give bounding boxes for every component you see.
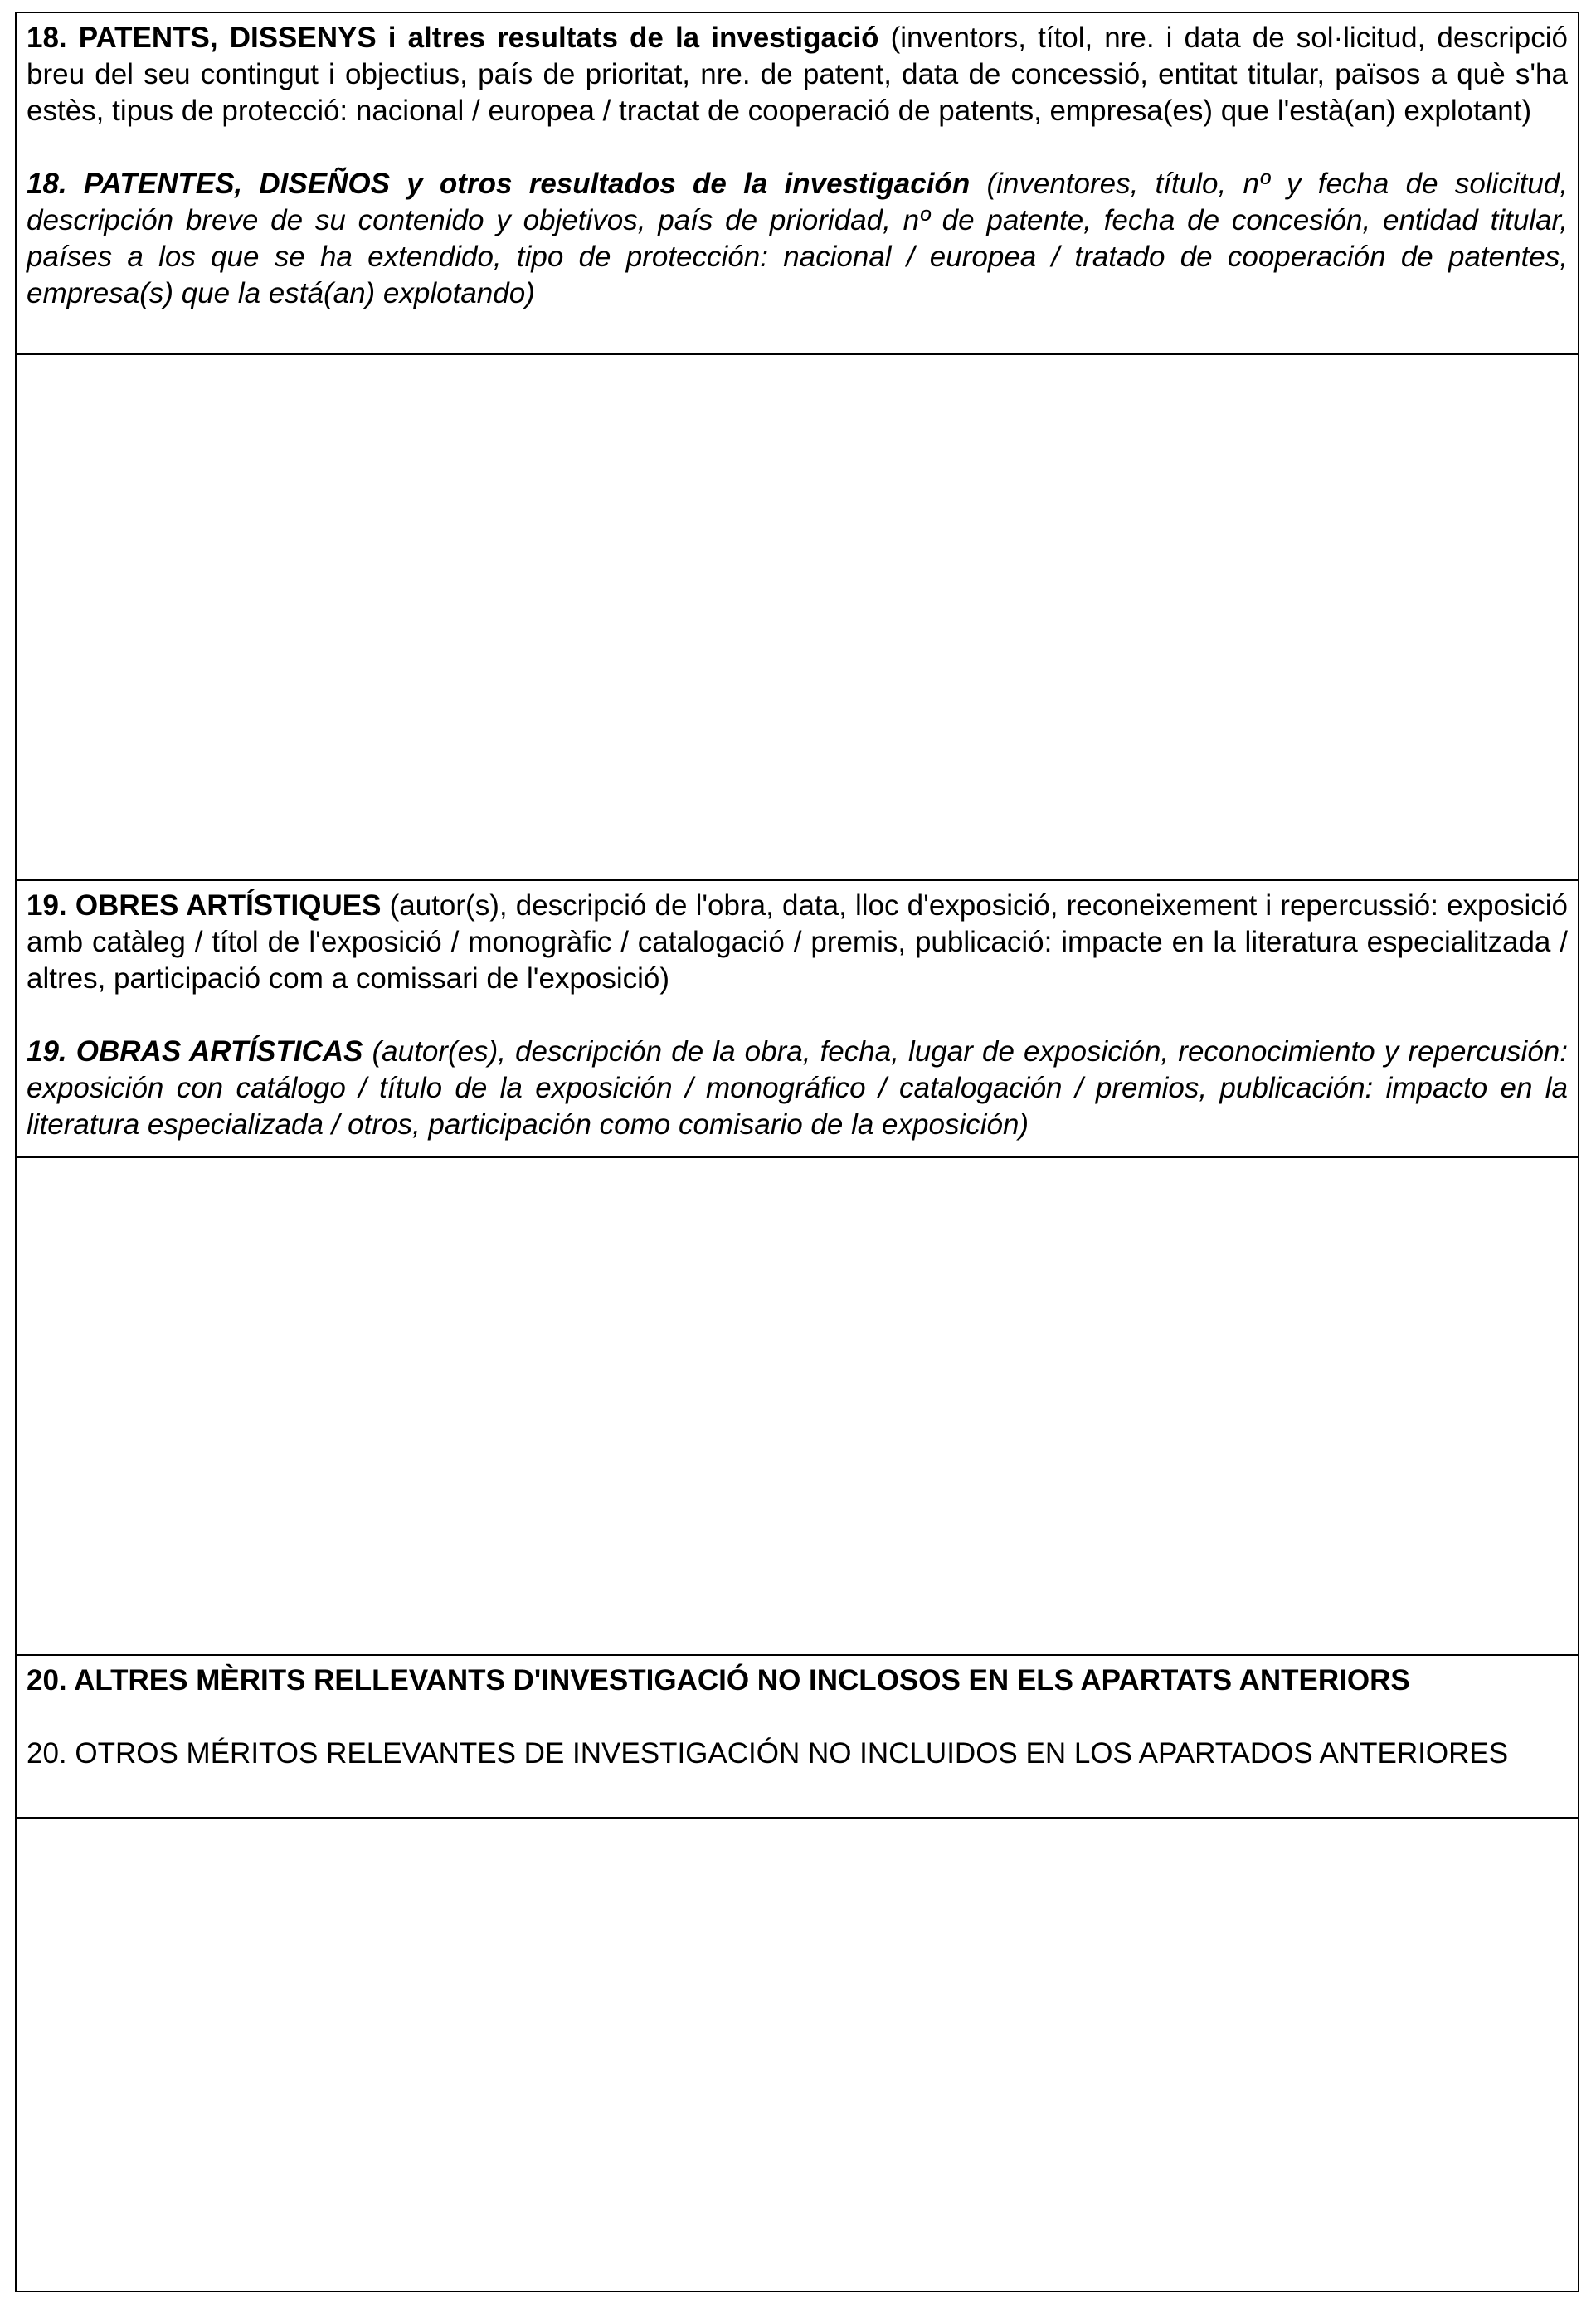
section-20-catalan	[27, 1663, 1568, 1699]
section-20-spanish-title: 20. OTROS MÉRITOS RELEVANTES DE INVESTIGACIÓN NO INCLUIDOS EN LOS APARTADOS ANTERIORES	[27, 1737, 1509, 1770]
section-18-spanish	[27, 166, 1568, 312]
section-20-spanish	[27, 1736, 1568, 1772]
section-19-spanish	[27, 1034, 1568, 1143]
section-20-catalan-title: 20. ALTRES MÈRITS RELLEVANTS D'INVESTIGACIÓ NO INCLOSOS EN ELS APARTATS ANTERIORS	[27, 1664, 1410, 1697]
cv-form-table	[15, 12, 1579, 2292]
section-18-header	[17, 13, 1578, 355]
section-20-header	[17, 1656, 1578, 1819]
section-19-spanish-title: 19. OBRAS ARTÍSTICAS	[27, 1035, 363, 1068]
section-18-response-field[interactable]	[17, 355, 1578, 881]
section-18-spanish-description: (inventores, título, nº y fecha de solicitud, descripción breve de su contenido y objetivos, país de prioridad, nº de patente, fecha de concesión, entidad titular, países a los que se ha extendido, tipo de protección: nacional / europea / tratado de cooperación de patentes, empresa(s) que la está(an) explotando)	[27, 168, 1568, 309]
section-19-header	[17, 881, 1578, 1158]
section-19-response-field[interactable]	[17, 1158, 1578, 1656]
section-18-catalan-description: (inventors, títol, nre. i data de sol·licitud, descripció breu del seu contingut i objectius, país de prioritat, nre. de patent, data de concessió, entitat titular, països a què s'ha estès, tipus de protecció: nacional / europea / tractat de cooperació de patents, empresa(es) que l'està(an) explotant)	[27, 22, 1568, 127]
section-19-catalan	[27, 888, 1568, 997]
section-19-catalan-title: 19. OBRES ARTÍSTIQUES	[27, 889, 382, 922]
section-19-catalan-description: (autor(s), descripció de l'obra, data, lloc d'exposició, reconeixement i repercussió: exposició amb catàleg / títol de l'exposició / monogràfic / catalogació / premis, publicació: impacte en la literatura especialitzada / altres, participació com a comissari de l'exposició)	[27, 889, 1569, 995]
section-18-catalan-title: 18. PATENTS, DISSENYS i altres resultats de la investigació	[27, 22, 879, 54]
section-20-response-field[interactable]	[17, 1819, 1578, 2291]
section-18-spanish-title: 18. PATENTES, DISEÑOS y otros resultados de la investigación	[27, 168, 971, 200]
section-19-spanish-description: (autor(es), descripción de la obra, fecha, lugar de exposición, reconocimiento y repercusión: exposición con catálogo / título de la exposición / monográfico / catalogación / premios, publicación: impacto en la literatura especializada / otros, participación como comisario de la exposición)	[27, 1035, 1568, 1141]
section-18-catalan	[27, 20, 1568, 129]
